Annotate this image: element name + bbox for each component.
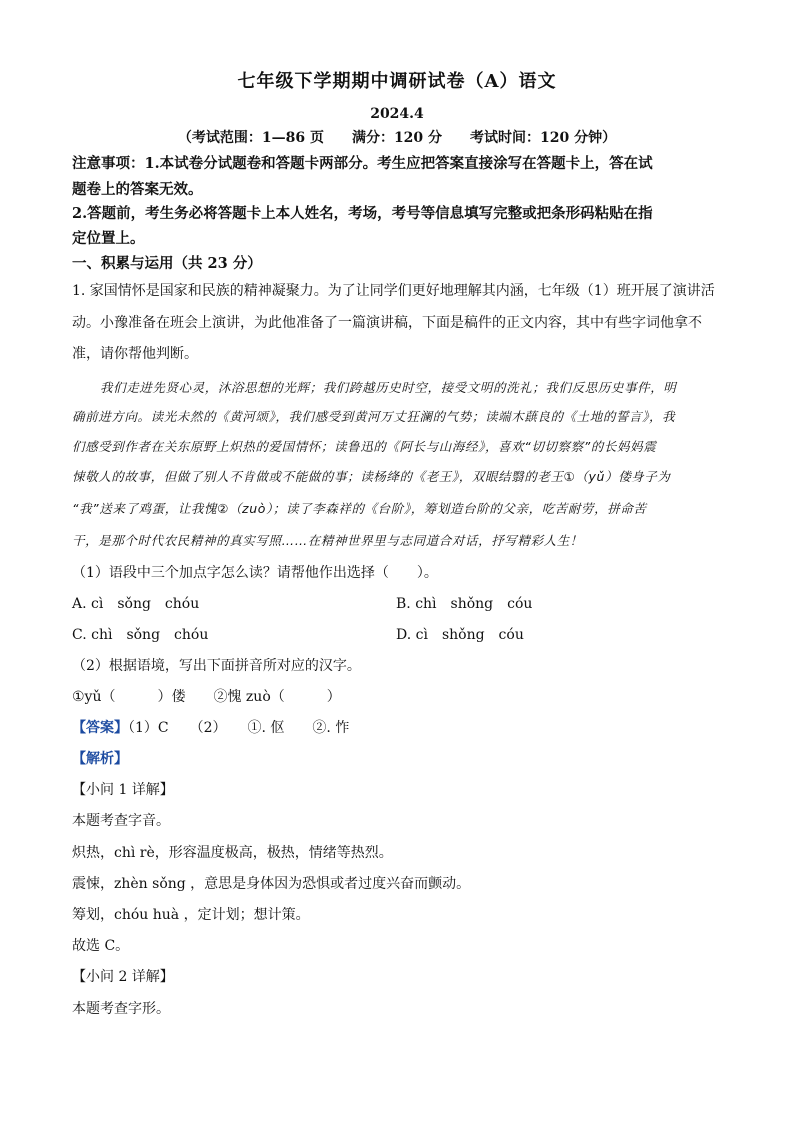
option-c: C. chì sǒng chóu	[72, 627, 209, 643]
answer-row	[72, 718, 349, 738]
detail-1-line: 筹划，chóu huà ，定计划；想计策。	[72, 907, 310, 923]
detail-1-line: 本题考查字音。	[72, 813, 170, 829]
detail-1-line: 震悚，zhèn sǒng ，意思是身体因为恐惧或者过度兴奋而颤动。	[72, 876, 471, 892]
notice-line-1: 注意事项：1.本试卷分试题卷和答题卡两部分。考生应把答案直接涂写在答题卡上，答在试	[72, 155, 653, 172]
detail-2-line: 本题考查字形。	[72, 1001, 170, 1017]
passage-line: 干，是那个时代农民精神的真实写照……在精神世界里与志同道合对话，抒写精彩人生！	[72, 533, 583, 548]
exam-title: 七年级下学期期中调研试卷（A）语文	[237, 71, 557, 92]
question-intro-line-3: 准，请你帮他判断。	[72, 346, 198, 362]
section-heading: 一、积累与运用（共 23 分）	[72, 255, 262, 272]
passage-line: 们感受到作者在关东原野上炽热的爱国情怀；读鲁迅的《阿长与山海经》，喜欢“切切察察”的长妈妈震	[72, 439, 657, 454]
detail-1-label: 【小问 1 详解】	[72, 782, 174, 798]
answer-label: 【答案】	[72, 720, 128, 736]
detail-1-line: 炽热，chì rè，形容温度极高，极热，情绪等热烈。	[72, 845, 393, 861]
notice-line-3: 2.答题前，考生务必将答题卡上本人姓名，考场，考号等信息填写完整或把条形码粘贴在指	[72, 205, 653, 222]
detail-1-line: 故选 C。	[72, 938, 130, 954]
notice-line-2: 题卷上的答案无效。	[72, 181, 203, 198]
subquestion-2: （2）根据语境，写出下面拼音所对应的汉字。	[72, 658, 361, 674]
notice-line-4: 定位置上。	[72, 230, 145, 247]
passage-line: 确前进方向。读光未然的《黄河颂》，我们感受到黄河万丈狂澜的气势；读端木蕻良的《土地的誓言》，我	[72, 409, 676, 424]
exam-date: 2024.4	[370, 106, 424, 122]
subquestion-1: （1）语段中三个加点字怎么读？请帮他作出选择（ ）。	[72, 565, 438, 581]
passage-line: “我”送来了鸡蛋，让我愧②（zuò）；读了李森祥的《台阶》，筹划造台阶的父亲，吃苦耐劳，拼命苦	[72, 501, 647, 516]
passage-line: 悚敬人的故事，但做了别人不肯做或不能做的事；读杨绛的《老王》，双眼结翳的老王①（yǔ）偻身子为	[72, 469, 671, 484]
detail-2-label: 【小问 2 详解】	[72, 969, 174, 985]
fill-blanks: ①yǔ（ ）偻 ②愧 zuò（ ）	[72, 689, 341, 705]
question-intro-line-2: 动。小豫准备在班会上演讲，为此他准备了一篇演讲稿，下面是稿件的正文内容，其中有些字词他拿不	[72, 315, 702, 331]
option-a: A. cì sǒng chóu	[72, 596, 200, 612]
exam-info: （考试范围：1—86 页 满分：120 分 考试时间：120 分钟）	[177, 130, 617, 146]
question-intro-line-1: 1. 家国情怀是国家和民族的精神凝聚力。为了让同学们更好地理解其内涵，七年级（1）班开展了演讲活	[72, 283, 715, 299]
passage-line: 我们走进先贤心灵，沐浴思想的光辉；我们跨越历史时空，接受文明的洗礼；我们反思历史事件，明	[100, 380, 677, 395]
option-b: B. chì shǒng cóu	[396, 596, 533, 612]
analysis-label: 【解析】	[72, 751, 128, 767]
option-d: D. cì shǒng cóu	[396, 627, 524, 643]
answer-text: （1）C （2） ①. 伛 ②. 怍	[128, 720, 350, 736]
